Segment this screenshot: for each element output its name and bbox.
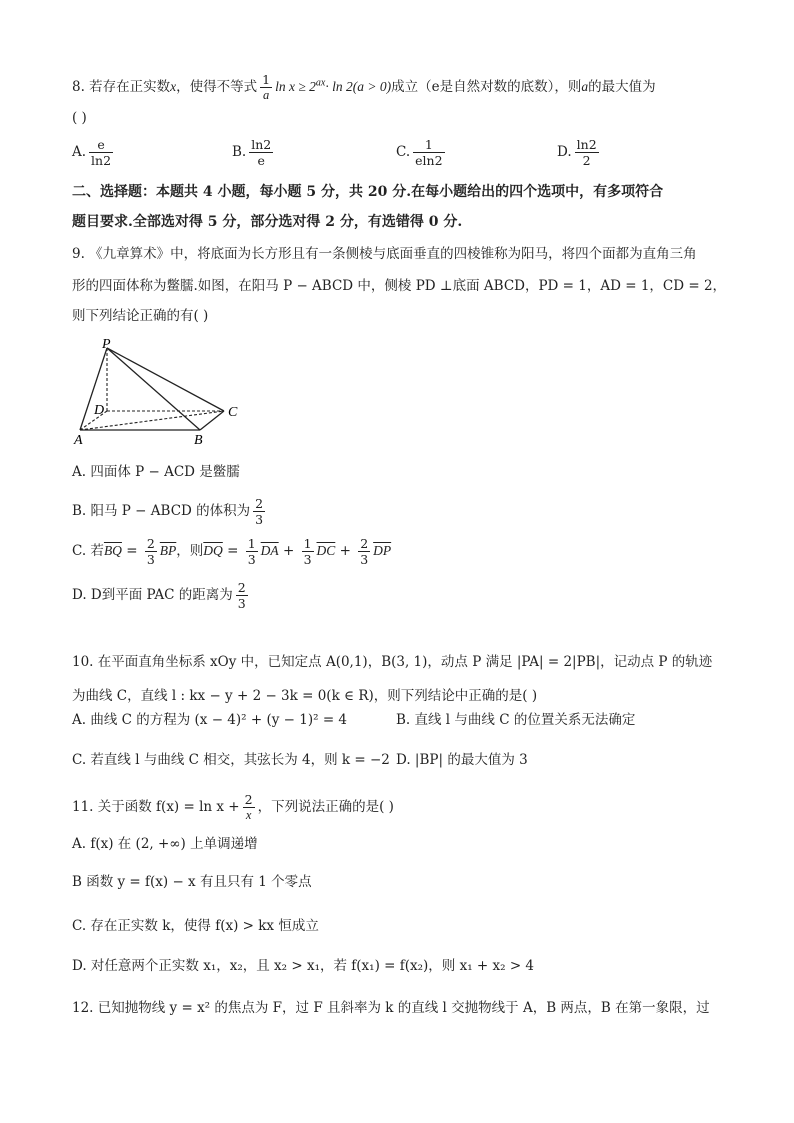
q9-option-b	[72, 496, 268, 527]
fraction-denominator: 2	[582, 153, 591, 168]
fraction-denominator: eln2	[415, 153, 443, 168]
q8-ineq-exponent: ax	[315, 77, 326, 89]
fraction-denominator: ln2	[91, 153, 112, 168]
label-B: B	[194, 433, 203, 448]
vector-DP: $\overline{DP}$	[373, 543, 392, 558]
q9-option-a: A. 四面体 P − ACD 是鳖臑	[72, 464, 240, 480]
fraction-denominator: 3	[255, 512, 264, 527]
edge-PB	[107, 348, 200, 430]
fraction-denominator: 3	[146, 552, 155, 567]
edge-PC	[107, 348, 224, 411]
q8-stem-part: 成立（e是自然对数的底数），则	[391, 79, 582, 95]
q11-option-d: D. 对任意两个正实数 x₁，x₂，且 x₂ > x₁，若 f(x₁) = f(x₂)，则 x₁ + x₂ > 4	[72, 958, 535, 974]
fraction-denominator: 3	[247, 552, 256, 567]
q10-option-c: C. 若直线 l 与曲线 C 相交，其弦长为 4，则 k = −2	[72, 752, 390, 768]
fraction-numerator: 2	[360, 536, 369, 551]
q8-option-d	[557, 137, 602, 168]
vector-DA: $\overline{DA}$	[260, 543, 279, 558]
q11-stem	[72, 792, 394, 823]
fraction-numerator: e	[89, 137, 113, 153]
q11-option-b: B 函数 y = f(x) − x 有且只有 1 个零点	[72, 874, 312, 890]
q9-stem-line1: 9. 《九章算术》中，将底面为长方形且有一条侧棱与底面垂直的四棱锥称为阳马，将四个面都为直角三角	[72, 246, 697, 262]
q11-fraction	[243, 792, 255, 823]
q10-stem-line1: 10. 在平面直角坐标系 xOy 中，已知定点 A(0,1)，B(3, 1)，动点 P 满足 |PA| = 2|PB|，记动点 P 的轨迹	[72, 654, 713, 670]
edge-BC	[200, 411, 224, 430]
operator: =	[222, 543, 243, 559]
q8-option-c	[396, 137, 448, 168]
q8-var-x: x	[170, 79, 177, 94]
section2-heading-line1: 二、选择题：本题共 4 小题，每小题 5 分，共 20 分.在每小题给出的四个选项中，有多项符合	[72, 184, 664, 200]
fraction-numerator: 2	[255, 496, 264, 511]
operator: +	[278, 543, 299, 559]
q8-stem-part: 8. 若存在正实数	[72, 79, 171, 95]
fraction-numerator: ln2	[576, 137, 597, 152]
label-D: D	[94, 403, 105, 418]
vector-BQ: $\overline{BQ}$	[103, 543, 122, 558]
q8-option-a	[72, 137, 116, 168]
q8-var-a: a	[581, 79, 589, 94]
q11-option-a: A. f(x) 在 (2, +∞) 上单调递增	[72, 836, 258, 852]
q9-stem-line2: 形的四面体称为鳖臑.如图，在阳马 P − ABCD 中，侧棱 PD ⊥底面 ABCD，PD = 1，AD = 1，CD = 2，	[72, 278, 727, 294]
label-P: P	[102, 338, 111, 352]
q8-stem-part: ，使得不等式	[176, 79, 258, 95]
fraction-numerator: 1	[303, 536, 312, 551]
vector-DQ: $\overline{DQ}$	[203, 543, 223, 558]
fraction-numerator: 1	[262, 72, 271, 87]
option-label: B.	[232, 144, 247, 160]
option-fraction	[246, 536, 258, 567]
fraction-denominator: x	[245, 808, 252, 822]
vector-DC: $\overline{DC}$	[316, 543, 336, 558]
fraction-denominator: a	[263, 88, 270, 102]
fraction-numerator: 1	[247, 536, 256, 551]
q9-option-d	[72, 580, 251, 611]
q10-stem-line2: 为曲线 C，直线 l : kx − y + 2 − 3k = 0(k ∈ R)，则下列结论中正确的是( )	[72, 688, 538, 704]
pyramid-figure	[72, 338, 252, 448]
option-text: C. 若	[72, 543, 104, 559]
option-text: ，则	[176, 543, 204, 559]
option-label: A.	[72, 144, 87, 160]
q10-option-b: B. 直线 l 与曲线 C 的位置关系无法确定	[396, 712, 636, 728]
option-fraction	[253, 496, 265, 527]
label-A: A	[74, 433, 83, 448]
q11-option-c: C. 存在正实数 k，使得 f(x) > kx 恒成立	[72, 918, 319, 934]
q8-stem-part: 的最大值为	[588, 79, 656, 95]
q9-stem-line3: 则下列结论正确的有( )	[72, 308, 209, 324]
fraction-denominator: 3	[237, 596, 246, 611]
option-fraction	[249, 137, 273, 168]
q12-stem-line1: 12. 已知抛物线 y = x² 的焦点为 F，过 F 且斜率为 k 的直线 l 交抛物线于 A，B 两点，B 在第一象限，过	[72, 1000, 710, 1016]
option-fraction	[575, 137, 599, 168]
q8-ineq-tail: · ln 2(a > 0)	[325, 79, 392, 94]
q10-option-a: A. 曲线 C 的方程为 (x − 4)² + (y − 1)² = 4	[72, 712, 348, 728]
fraction-numerator: 2	[237, 580, 246, 595]
q10-option-d: D. |BP| 的最大值为 3	[396, 752, 528, 768]
option-fraction	[89, 137, 113, 168]
option-fraction	[145, 536, 157, 567]
vector-BP: $\overline{BP}$	[159, 543, 177, 558]
fraction-denominator: e	[257, 153, 265, 168]
section2-heading-line2: 题目要求.全部选对得 5 分，部分选对得 2 分，有选错得 0 分.	[72, 214, 463, 230]
option-fraction	[358, 536, 370, 567]
label-C: C	[228, 405, 238, 420]
operator: =	[121, 543, 142, 559]
q8-option-b	[232, 137, 276, 168]
q9-option-c	[72, 536, 391, 567]
q8-ineq-fraction	[260, 72, 272, 103]
option-text: D. D到平面 PAC 的距离为	[72, 587, 233, 603]
option-fraction	[302, 536, 314, 567]
fraction-numerator: 1	[413, 137, 444, 153]
q8-ineq-body: ln x ≥ 2	[275, 79, 316, 94]
q8-answer-paren: ( )	[72, 110, 87, 126]
fraction-numerator: ln2	[251, 137, 272, 152]
q8-stem	[72, 72, 656, 103]
q11-stem-part: ，下列说法正确的是( )	[257, 799, 394, 815]
option-text: B. 阳马 P − ABCD 的体积为	[72, 503, 251, 519]
fraction-denominator: 3	[360, 552, 369, 567]
option-fraction	[413, 137, 444, 168]
option-label: C.	[396, 144, 411, 160]
option-fraction	[236, 580, 248, 611]
fraction-numerator: 2	[244, 792, 253, 807]
fraction-numerator: 2	[146, 536, 155, 551]
operator: +	[335, 543, 356, 559]
q11-stem-part: 11. 关于函数 f(x) = ln x +	[72, 799, 240, 815]
fraction-denominator: 3	[303, 552, 312, 567]
option-label: D.	[557, 144, 572, 160]
